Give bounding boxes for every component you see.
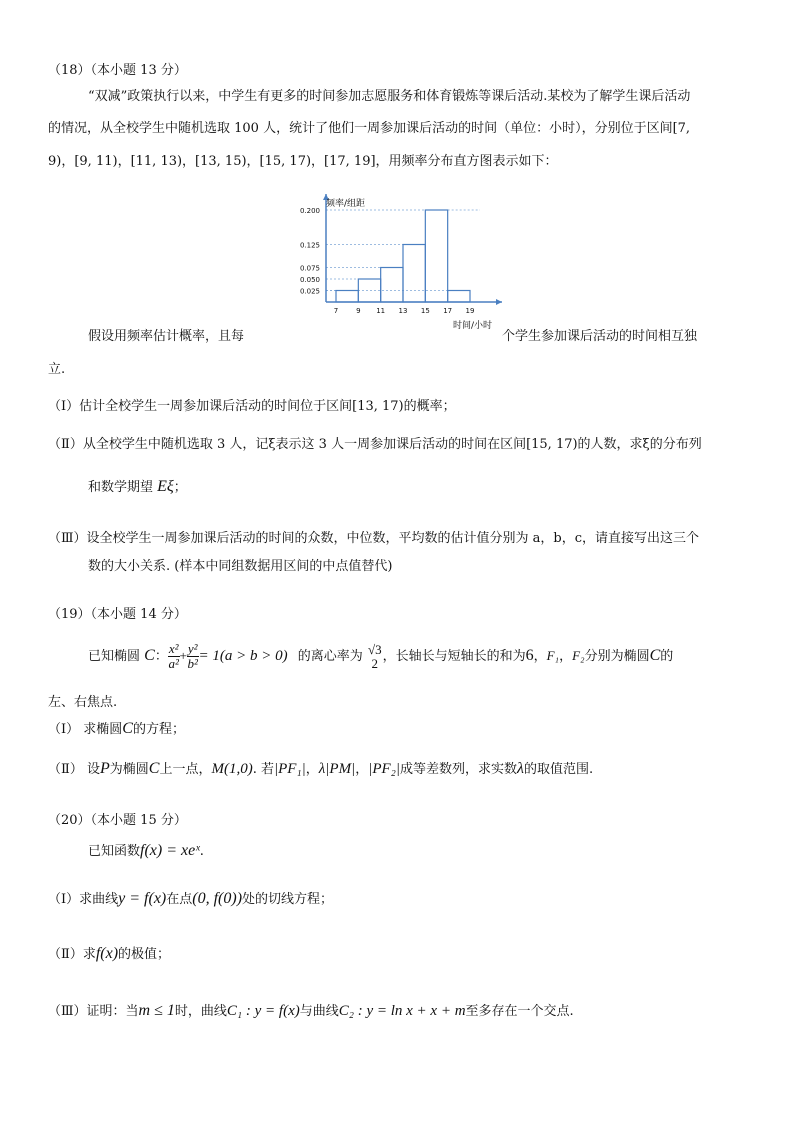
q18-header: （18）（本小题 13 分） (48, 63, 187, 78)
focus-f1: F₁ (546, 648, 560, 663)
function-def: f(x) = xeˣ (140, 842, 200, 859)
q20-part3-pre: （Ⅲ）证明：当 (48, 1004, 139, 1019)
q18-assumption-left: 假设用频率估计概率，且每 (88, 329, 245, 344)
q18-part2-text: 和数学期望 (88, 480, 154, 495)
curve-c1: C₁ : y = f(x) (226, 1003, 300, 1019)
ellipse-symbol: C (144, 647, 155, 664)
curve-c2: C₂ : y = ln x + x + m (338, 1003, 466, 1019)
histogram-bar (358, 279, 380, 302)
q20-part2-end: 的极值； (118, 947, 171, 962)
q18-intro-line1: “双减”政策执行以来，中学生有更多的时间参加志愿服务和体育锻炼等课后活动.某校为了解学生课后活动 (88, 89, 691, 104)
q18-intro-line2: 的情况，从全校学生中随机选取 100 人，统计了他们一周参加课后活动的时间（单位：小时），分别位于区间[7, (48, 121, 691, 136)
q19-part2-mid2: 上一点， (159, 762, 212, 777)
ecc-numerator: √3 (367, 641, 382, 657)
frequency-histogram (292, 186, 512, 336)
q19-part2-end1: 成等差数列，求实数 (400, 762, 518, 777)
distance-pf2: |PF₂| (368, 761, 400, 777)
x-tick-label: 17 (443, 307, 453, 315)
eccentricity-text: 的离心率为 (297, 649, 363, 664)
q20-part3-end: 至多存在一个交点. (465, 1004, 574, 1019)
x-tick-label: 7 (333, 307, 339, 315)
q20-part1-pre: （Ⅰ）求曲线 (48, 892, 119, 907)
x-axis-arrow (496, 299, 502, 305)
q19-part2 (48, 760, 593, 779)
focus-f2: F₂ (572, 648, 585, 663)
foci-text: 分别为椭圆 (584, 649, 650, 664)
fraction-x2-a2 (168, 642, 180, 671)
tangent-point: (0, f(0)) (192, 890, 243, 907)
histogram-bar (336, 291, 358, 303)
plus-sign: + (179, 648, 187, 663)
x-tick-label: 9 (356, 307, 361, 315)
q18-assumption-right: 个学生参加课后活动的时间相互独 (502, 329, 698, 344)
comma: ， (533, 649, 547, 664)
x-tick-label: 13 (398, 307, 408, 315)
q18-part2-line1: （Ⅱ）从全校学生中随机选取 3 人，记ξ表示这 3 人一周参加课后活动的时间在区间[15, 17)的人数，求ξ的分布列 (48, 437, 702, 452)
q20-part3-mid2: 与曲线 (299, 1004, 339, 1019)
q18-part3-line2: 数的大小关系. (样本中同组数据用区间的中点值替代) (88, 559, 393, 574)
q18-assumption (88, 328, 697, 346)
point-p: P (99, 760, 110, 777)
q19-header: （19）（本小题 14 分） (48, 607, 187, 622)
comma: ， (355, 762, 369, 777)
q19-given-line (88, 640, 673, 673)
q20-part1-mid: 在点 (166, 892, 193, 907)
q20-given (88, 842, 204, 861)
denominator-a2: a² (168, 656, 179, 671)
q19-part2-end2: 的取值范围. (523, 762, 594, 777)
q20-given-end: . (199, 844, 204, 859)
q20-part1-end: 处的切线方程； (242, 892, 334, 907)
distance-pf1: |PF₁| (273, 761, 306, 777)
q19-part2-mid: 为椭圆 (109, 762, 149, 777)
equation-rhs: = 1(a > b > 0) (198, 648, 288, 664)
histogram-x-label: 时间/小时 (453, 321, 493, 331)
y-tick-label: 0.200 (299, 207, 320, 215)
q18-intro-line3: 9)，[9, 11)，[11, 13)，[13, 15)，[15, 17)，[17, 19]，用频率分布直方图表示如下： (48, 154, 558, 169)
q19-part1-end: 的方程； (132, 722, 185, 737)
histogram-bar (448, 291, 470, 303)
histogram-bar (403, 245, 425, 303)
q19-part1-pre: （Ⅰ） 求椭圆 (48, 722, 123, 737)
q18-part1: （Ⅰ）估计全校学生一周参加课后活动的时间位于区间[13, 17)的概率； (48, 399, 456, 414)
denominator-b2: b² (187, 656, 198, 671)
histogram-bars (336, 210, 470, 302)
q19-part2-if: . 若 (252, 762, 274, 777)
q19-given-text: 已知椭圆 (88, 649, 141, 664)
histogram-axes (323, 194, 502, 305)
comma: ， (305, 762, 319, 777)
q19-part1 (48, 720, 185, 739)
distance-pm: λ|PM| (318, 761, 356, 777)
q20-part1 (48, 890, 333, 909)
axis-sum-value: 6 (525, 647, 534, 664)
q18-part2-line2 (88, 478, 187, 497)
q19-line2: 左、右焦点. (48, 695, 118, 710)
comma: ， (559, 649, 573, 664)
histogram-bar (425, 210, 447, 302)
q18-part3-line1: （Ⅲ）设全校学生一周参加课后活动的时间的众数，中位数，平均数的估计值分别为 a，b，c，请直接写出这三个 (48, 531, 700, 546)
point-m: M(1,0) (211, 761, 253, 777)
foci-end: 的 (660, 649, 674, 664)
numerator-x2: x² (168, 641, 179, 656)
q18-assumption-end: 立. (48, 362, 66, 377)
ellipse-symbol: C (649, 647, 661, 664)
ellipse-symbol: C (122, 720, 133, 737)
q20-part2 (48, 945, 170, 964)
ecc-denominator: 2 (371, 655, 378, 671)
q20-given-text: 已知函数 (88, 844, 141, 859)
expectation-symbol: Eξ (157, 478, 174, 495)
numerator-y2: y² (187, 641, 198, 656)
histogram-bar (381, 268, 403, 303)
y-tick-label: 0.125 (299, 241, 320, 250)
curve-eq: y = f(x) (118, 890, 167, 907)
ellipse-symbol: C (148, 760, 160, 777)
y-tick-label: 0.050 (299, 276, 320, 284)
axis-sum-text: ，长轴长与短轴长的和为 (382, 649, 526, 664)
q20-part3-mid: 时，曲线 (174, 1004, 227, 1019)
x-tick-label: 11 (376, 307, 386, 315)
y-tick-label: 0.075 (299, 264, 320, 273)
q18-part2-end: ； (173, 480, 187, 495)
lambda-symbol: λ (517, 760, 524, 777)
histogram-y-label: 频率/组距 (326, 199, 366, 209)
q20-header: （20）（本小题 15 分） (48, 813, 187, 828)
histogram-x-ticks (334, 307, 475, 315)
function-fx: f(x) (95, 945, 119, 962)
eccentricity-value (367, 643, 383, 671)
condition-m: m ≤ 1 (138, 1002, 175, 1019)
x-tick-label: 15 (420, 307, 430, 315)
q20-part2-pre: （Ⅱ）求 (48, 947, 96, 962)
histogram-y-ticks (300, 207, 320, 296)
q19-part2-pre: （Ⅱ） 设 (48, 762, 100, 777)
y-tick-label: 0.025 (299, 287, 320, 296)
x-tick-label: 19 (465, 307, 475, 315)
q20-part3 (48, 1002, 574, 1021)
fraction-y2-b2 (187, 642, 199, 671)
colon: ： (154, 649, 168, 664)
